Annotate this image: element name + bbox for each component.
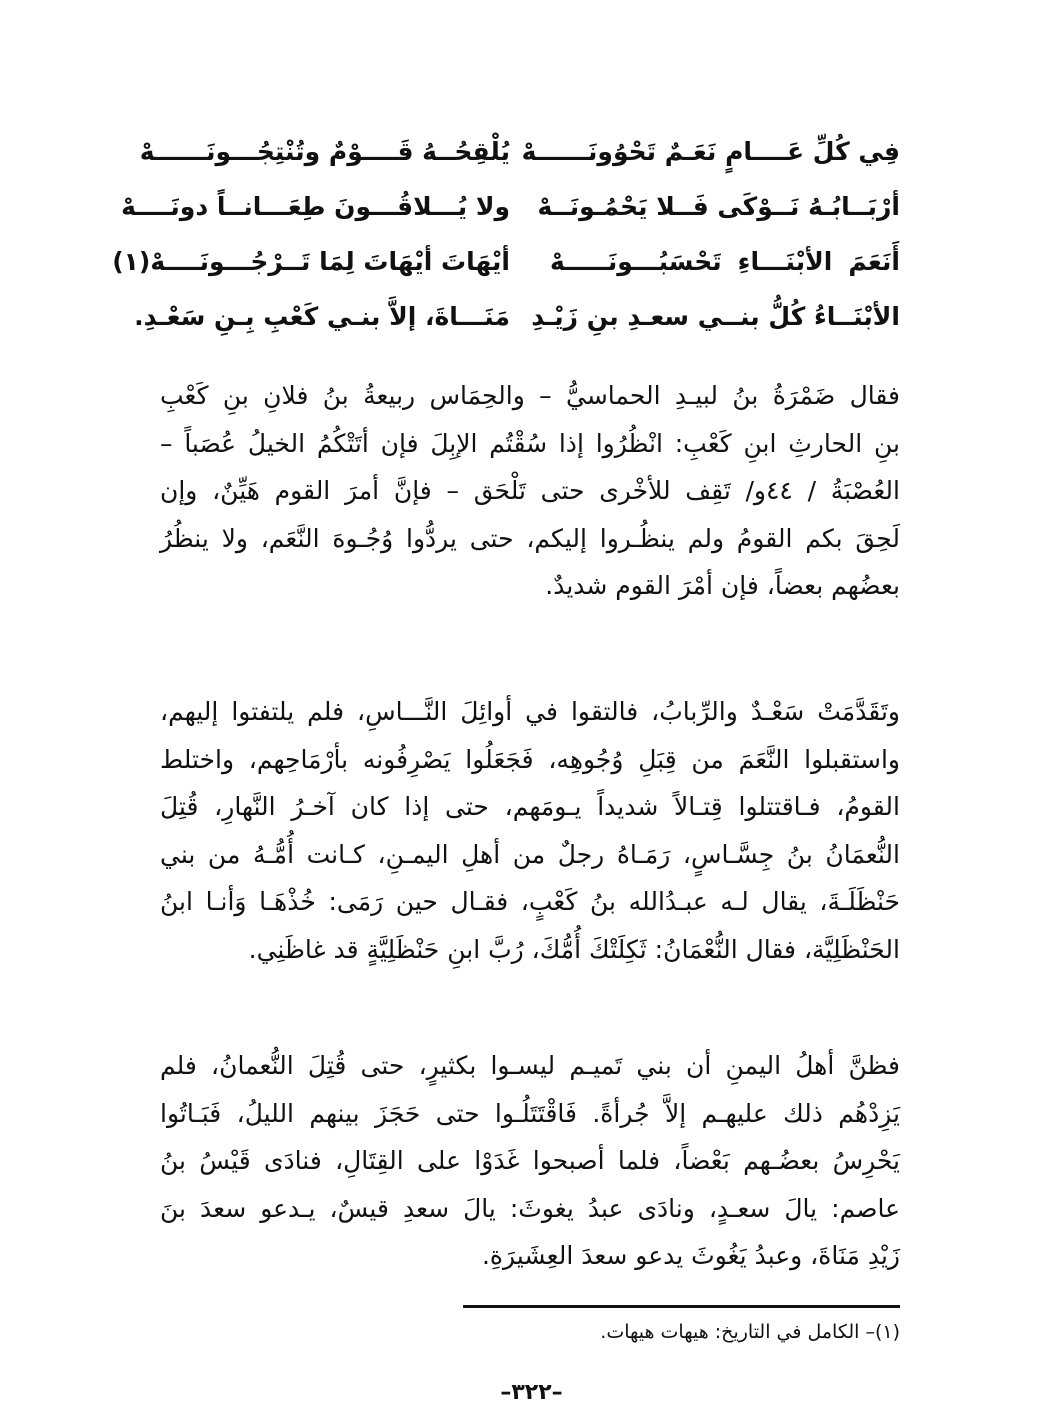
verse-first-hemistich: أرْبَــابُـهُ نَــوْكَى فَــلا يَحْمُـونَــهْ xyxy=(537,192,900,221)
footnote: (١)– الكامل في التاريخ: هيهات هيهات. xyxy=(600,1321,900,1343)
paragraph-line: يَزِدْهُم ذلك عليهـم إلاَّ جُرأةً. فَاقْتَتَلُـوا حتى حَجَزَ بينهم الليلُ، فَبَـاتُوا xyxy=(160,1098,900,1128)
poem-verse xyxy=(134,289,900,344)
page-number: –٣٢٢– xyxy=(500,1380,563,1405)
poem-block xyxy=(112,124,900,344)
paragraph-line: بنِ الحارثِ ابنِ كَعْبِ: انْظُرُوا إذا سُقْتُم الإبِلَ فإن أتَتْكُمُ الخيلُ عُصَباً – xyxy=(160,428,900,458)
paragraph-1 xyxy=(160,372,900,610)
verse-first-hemistich: أَنَعَمَ الأبْنَـــاءِ تَحْسَبُـــونَـــــهْ xyxy=(550,247,900,276)
footnote-divider xyxy=(463,1305,900,1308)
verse-first-hemistich: الأبْنَــاءُ كُلُّ بنــي سعـدِ بنِ زَيْـدِ xyxy=(531,302,900,331)
paragraph-line: الحَنْظَلِيَّة، فقال النُّعْمَانُ: ثَكِلَتْكَ أُمُّكَ، رُبَّ ابنِ حَنْظَلِيَّةٍ قد غاظَنِي. xyxy=(248,934,900,964)
paragraph-line: عاصم: يالَ سعـدٍ، ونادَى عبدُ يغوثَ: يالَ سعدِ قيسٌ، يـدعو سعدَ بنَ xyxy=(160,1193,900,1223)
paragraph-line: القومُ، فـاقتتلوا قِتـالاً شديداً يـومَهم، حتى إذا كان آخـرُ النَّهارِ، قُتِلَ xyxy=(160,792,900,821)
paragraph-3 xyxy=(160,1042,900,1280)
paragraph-line: العُصْبَةُ / ٤٤و/ تَقِف للأخْرى حتى تَلْحَق – فإنَّ أمرَ القوم هَيِّنٌ، وإن xyxy=(160,476,900,505)
poem-verse xyxy=(112,234,900,289)
paragraph-line: يَحْرِسُ بعضُـهم بَعْضاً، فلما أصبحوا غَدَوْا على القِتَالِ، فنادَى قَيْسُ بنُ xyxy=(160,1146,900,1175)
paragraph-line: واستقبلوا النَّعَمَ من قِبَلِ وُجُوهِه، فَجَعَلُوا يَصْرِفُونه بأرْمَاحِهم، واختلط xyxy=(160,744,900,774)
paragraph-line: زَيْدِ مَنَاةَ، وعبدُ يَغُوثَ يدعو سعدَ العِشَيرَةِ. xyxy=(481,1241,900,1270)
verse-second-hemistich: ولا يُـــلاقُـــونَ طِعَـــانــاً دونَــــهْ xyxy=(121,192,510,221)
paragraph-line: بعضُهم بعضاً، فإن أمْرَ القوم شديدٌ. xyxy=(545,571,900,600)
verse-second-hemistich: أيْهَاتَ أيْهَاتَ لِمَا تَــرْجُـــونَــــهْ(١) xyxy=(112,247,510,276)
verse-first-hemistich: فِي كُلِّ عَــــامٍ نَعَـمٌ تَحْوُونَــــــهْ xyxy=(521,137,900,166)
poem-verse xyxy=(139,124,900,179)
paragraph-line: فقال ضَمْرَةُ بنُ لبيـدِ الحماسيُّ – والحِمَاس ربيعةُ بنُ فلانِ بنِ كَعْبِ xyxy=(160,381,900,410)
paragraph-line: لَحِقَ بكم القومُ ولم ينظُـروا إليكم، حتى يردُّوا وُجُـوهَ النَّعَم، ولا ينظُرُ xyxy=(160,523,900,553)
paragraph-line: النُّعمَانُ بنُ جِسَّـاسٍ، رَمَـاهُ رجلٌ من أهلِ اليمـنِ، كـانت أُمُّـهُ من بني xyxy=(160,839,900,869)
verse-second-hemistich: مَنَـــاةَ، إلاَّ بنـي كَعْبِ بِـنِ سَعْـدِ. xyxy=(134,302,510,331)
paragraph-line: حَنْظَلَـةَ، يقال لـه عبـدُالله بنُ كَعْبٍ، فقـال حين رَمَى: خُذْهَـا وَأنـا ابنُ xyxy=(160,887,900,916)
paragraph-2 xyxy=(160,688,900,973)
paragraph-line: فظنَّ أهلُ اليمنِ أن بني تَميـم ليسـوا بكثيرٍ، حتى قُتِلَ النُّعمانُ، فلم xyxy=(160,1051,900,1080)
paragraph-line: وتَقَدَّمَتْ سَعْـدٌ والرِّبابُ، فالتقوا في أوائِلَ النَّـــاسِ، فلم يلتفتوا إليهم، xyxy=(160,697,900,726)
poem-verse xyxy=(121,179,900,234)
verse-second-hemistich: يُلْقِحُــهُ قَــــوْمٌ وتُنْتِجُـــونَــــــهْ xyxy=(139,137,510,166)
